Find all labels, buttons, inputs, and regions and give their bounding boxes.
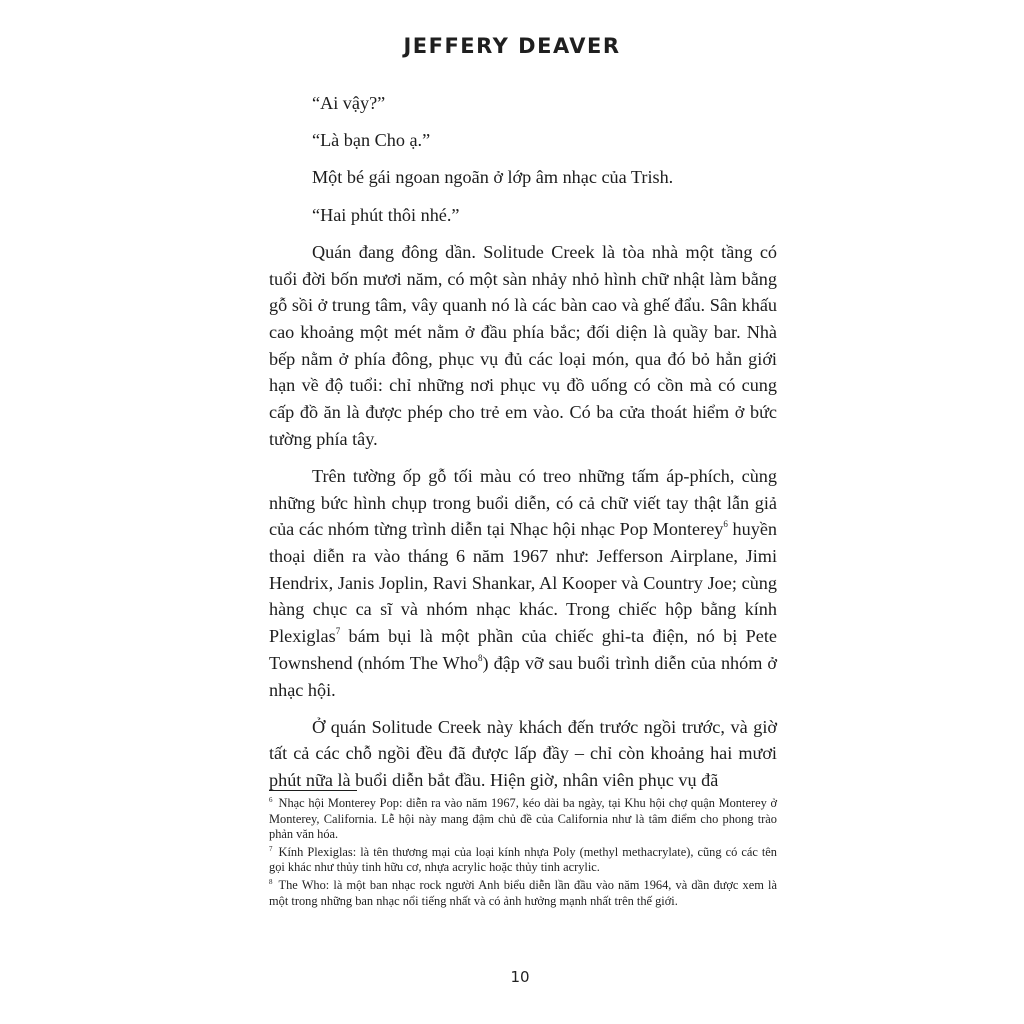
page-number: 10: [510, 968, 530, 986]
footnote-number: 8: [269, 877, 273, 886]
dialog-line: “Ai vậy?”: [312, 93, 386, 113]
paragraph-text: ) đập vỡ sau buổi trình diễn của nhóm ở nhạc hội.: [269, 652, 777, 700]
footnote-text: The Who: là một ban nhạc rock người Anh biểu diễn lần đầu vào năm 1964, và dần được xem là một trong những ban nhạc nổi tiếng nhất và có ảnh hưởng mạnh nhất trên thế giới.: [269, 877, 777, 908]
dialog-line: “Là bạn Cho ạ.”: [312, 130, 431, 151]
paragraph: [269, 463, 777, 703]
footnote: [269, 796, 777, 843]
footnote-divider: [269, 790, 357, 791]
footnote-number: 6: [269, 796, 273, 804]
paragraph: Quán đang đông dần. Solitude Creek là tòa nhà một tầng có tuổi đời bốn mươi năm, có một sàn nhảy nhỏ hình chữ nhật làm bằng gỗ sồi ở trung tâm, vây quanh nó là các bàn cao và ghế đẩu. Sân khấu cao khoảng một mét nằm ở đầu phía bắc; đối diện là quầy bar. Nhà bếp nằm ở phía đông, phục vụ đủ các loại món, qua đó bỏ hẳn giới hạn về độ tuổi: chỉ những nơi phục vụ đồ uống có cồn mà có cung cấp đồ ăn là được phép cho trẻ em vào. Có ba cửa thoát hiểm ở bức tường phía tây.: [269, 241, 777, 449]
footnote-ref: 7: [335, 626, 341, 637]
footnote-text: Kính Plexiglas: là tên thương mại của loại kính nhựa Poly (methyl methacrylate), cũng có các tên gọi khác như thủy tinh hữu cơ, nhựa acrylic hoặc thủy tinh acrylic.: [269, 844, 777, 875]
paragraph: Ở quán Solitude Creek này khách đến trước ngồi trước, và giờ tất cả các chỗ ngồi đều đã được lấp đầy – chỉ còn khoảng hai mươi phút nữa là buổi diễn bắt đầu. Hiện giờ, nhân viên phục vụ đã: [269, 716, 777, 791]
main-text: [269, 90, 777, 794]
footnote-ref: 8: [478, 652, 483, 663]
running-header-author: JEFFERY DEAVER: [403, 34, 621, 58]
footnote-ref: 6: [723, 519, 728, 530]
footnote: [269, 845, 777, 876]
footnote: [269, 878, 777, 909]
paragraph-text: Trên tường ốp gỗ tối màu có treo những tấm áp-phích, cùng những bức hình chụp trong buổi diễn, có cả chữ viết tay thật lẫn giả của các nhóm từng trình diễn tại Nhạc hội nhạc Pop Monterey: [269, 465, 777, 540]
dialog-line: “Hai phút thôi nhé.”: [312, 204, 460, 225]
footnote-text: Nhạc hội Monterey Pop: diễn ra vào năm 1967, kéo dài ba ngày, tại Khu hội chợ quận Monterey ở Monterey, California. Lễ hội này mang đậm chủ đề của California như là tâm điểm cho phong trào phản văn hóa.: [269, 796, 777, 842]
paragraph-text: huyền thoại diễn ra vào tháng 6 năm 1967 như: Jefferson Airplane, Jimi Hendrix, Janis Joplin, Ravi Shankar, Al Kooper và Country Joe; cùng hàng chục ca sĩ và nhóm nhạc khác. Trong chiếc hộp bằng kính Plexiglas: [269, 519, 777, 647]
footnote-number: 7: [269, 844, 273, 853]
footnotes: [269, 796, 777, 911]
narration-line: Một bé gái ngoan ngoãn ở lớp âm nhạc của Trish.: [312, 167, 674, 188]
paragraph-text: bám bụi là một phần của chiếc ghi-ta điện, nó bị Pete Townshend (nhóm The Who: [269, 626, 777, 673]
